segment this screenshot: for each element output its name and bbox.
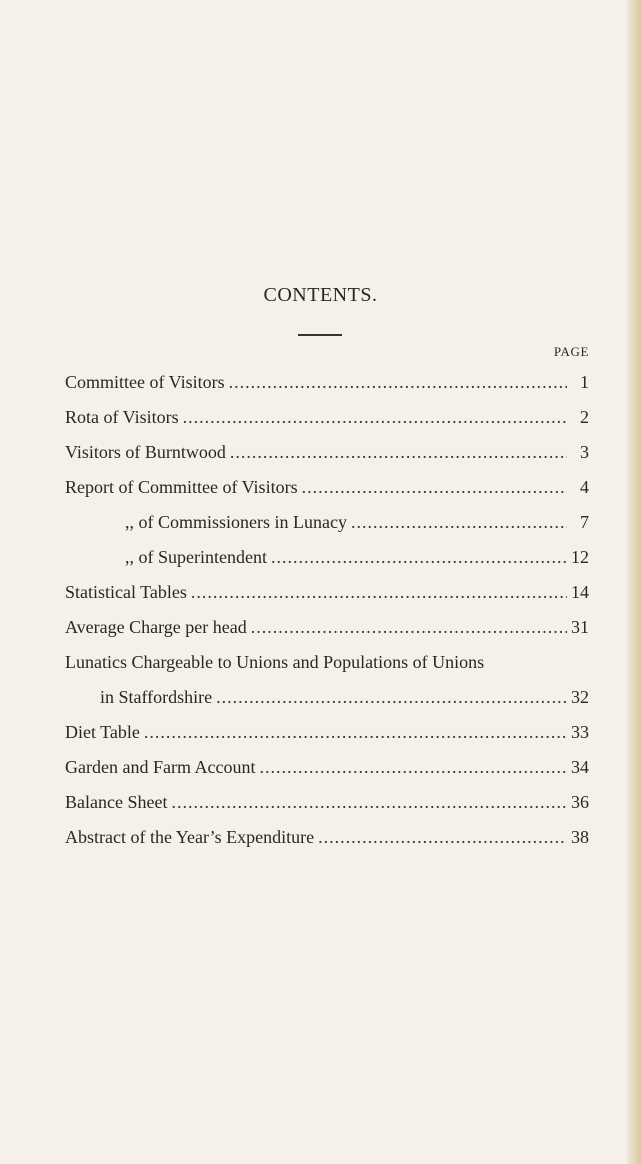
page-column-header: PAGE [553, 344, 589, 359]
contents-entry-garden-farm-account [65, 750, 589, 785]
entry-page-number: 4 [580, 477, 589, 497]
entry-label: ,, of Commissioners in Lunacy [125, 512, 347, 532]
entry-continuation [65, 680, 589, 715]
contents-entry-abstract-expenditure [65, 820, 589, 855]
contents-list [65, 365, 589, 855]
dot-leader [302, 470, 567, 505]
entry-page-number: 33 [571, 722, 589, 742]
contents-entry-report-of-committee [65, 470, 589, 505]
entry-page-number: 12 [571, 547, 589, 567]
dot-leader [229, 365, 567, 400]
page-title: CONTENTS. [263, 284, 378, 306]
entry-label: Diet Table [65, 722, 140, 742]
dot-leader [318, 820, 567, 855]
entry-page-number: 32 [571, 687, 589, 707]
dot-leader [259, 750, 567, 785]
entry-label: Balance Sheet [65, 792, 168, 812]
contents-entry-balance-sheet [65, 785, 589, 820]
dot-leader [191, 575, 567, 610]
entry-label: Abstract of the Year’s Expenditure [65, 827, 315, 847]
dot-leader [216, 680, 567, 715]
entry-label: Rota of Visitors [65, 407, 179, 427]
entry-page-number: 38 [571, 827, 589, 847]
contents-entry-rota-of-visitors [65, 400, 589, 435]
entry-page-number: 34 [571, 757, 589, 777]
contents-entry-statistical-tables [65, 575, 589, 610]
entry-page-number: 14 [571, 582, 589, 602]
dot-leader [351, 505, 567, 540]
contents-entry-committee-of-visitors [65, 365, 589, 400]
dot-leader [271, 540, 567, 575]
dot-leader [230, 435, 567, 470]
dot-leader [251, 610, 567, 645]
contents-entry-visitors-of-burntwood [65, 435, 589, 470]
entry-label: Statistical Tables [65, 582, 187, 602]
entry-label: Lunatics Chargeable to Unions and Populations of Unions [65, 652, 485, 672]
entry-label: Garden and Farm Account [65, 757, 256, 777]
entry-label: Visitors of Burntwood [65, 442, 226, 462]
entry-page-number: 36 [571, 792, 589, 812]
dot-leader [144, 715, 567, 750]
entry-page-number: 7 [580, 512, 589, 532]
dot-leader [171, 785, 567, 820]
page-edge [627, 0, 641, 1164]
contents-entry-lunatics-chargeable [65, 645, 589, 715]
entry-page-number: 2 [580, 407, 589, 427]
title-rule [298, 334, 342, 336]
entry-label: Committee of Visitors [65, 372, 225, 392]
entry-label: ,, of Superintendent [125, 547, 267, 567]
entry-label: Report of Committee of Visitors [65, 477, 298, 497]
entry-page-number: 1 [580, 372, 589, 392]
entry-label-continued: in Staffordshire [100, 687, 213, 707]
entry-page-number: 31 [571, 617, 589, 637]
contents-entry-average-charge [65, 610, 589, 645]
dot-leader [183, 400, 567, 435]
entry-page-number: 3 [580, 442, 589, 462]
entry-label: Average Charge per head [65, 617, 247, 637]
contents-entry-diet-table [65, 715, 589, 750]
contents-entry-commissioners-in-lunacy [65, 505, 589, 540]
contents-entry-superintendent [65, 540, 589, 575]
